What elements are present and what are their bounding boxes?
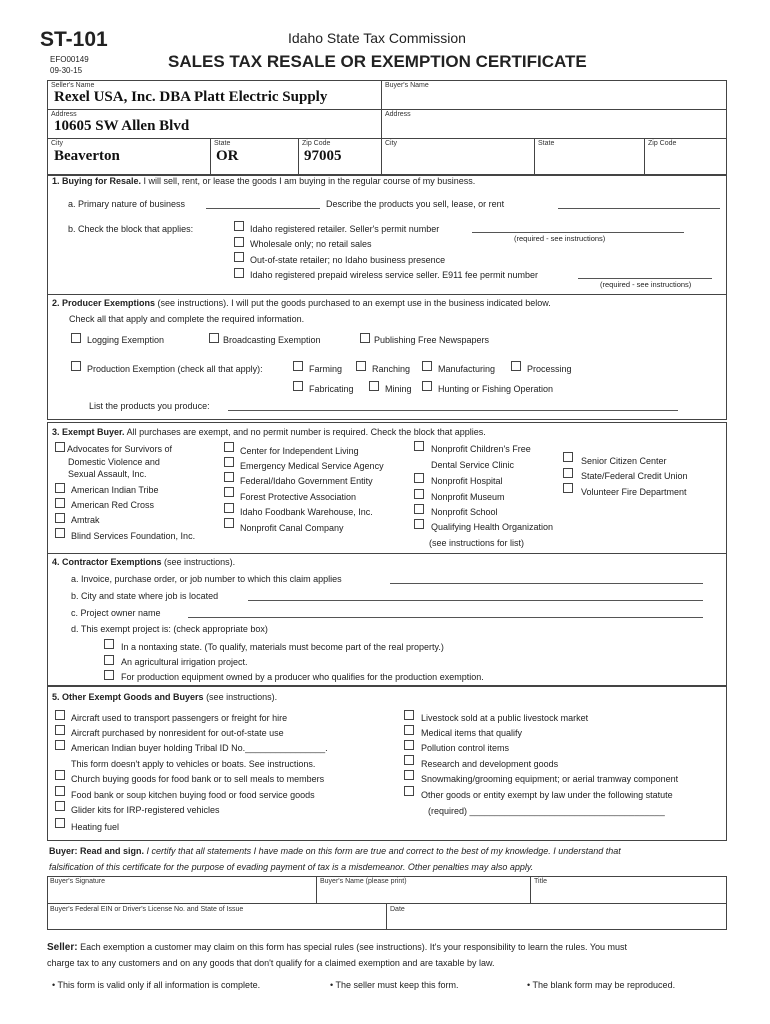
col4-item-1: Senior Citizen Center	[581, 456, 667, 466]
checkbox-volunteer-fire[interactable]	[563, 483, 573, 493]
project-owner-line[interactable]	[188, 617, 703, 618]
required-note-1: (required - see instructions)	[514, 234, 606, 243]
checkbox-pollution-control[interactable]	[404, 740, 414, 750]
footer-note-1: • This form is valid only if all information is complete.	[52, 980, 261, 990]
buyer-state-label: State	[538, 140, 555, 147]
s1-a-label: a. Primary nature of business	[68, 199, 186, 209]
checkbox-logging[interactable]	[71, 333, 81, 343]
seller-note-line-2: charge tax to any customers and on any goods that don't qualify for a claimed exemption and are taxable by law.	[47, 958, 495, 968]
checkbox-nonprofit-canal[interactable]	[224, 518, 234, 528]
footer-note-2: • The seller must keep this form.	[330, 980, 459, 990]
sellers-permit-line[interactable]	[472, 232, 684, 233]
checkbox-nonprofit-hospital[interactable]	[414, 473, 424, 483]
s5-left-4: This form doesn't apply to vehicles or boats. See instructions.	[71, 759, 316, 769]
checkbox-manufacturing[interactable]	[422, 361, 432, 371]
seller-city-label: City	[51, 140, 64, 147]
col1-item-4: American Indian Tribe	[71, 485, 159, 495]
s5-left-7: Glider kits for IRP-registered vehicles	[71, 805, 220, 815]
seller-state-label: State	[214, 140, 231, 147]
divider	[298, 138, 299, 175]
divider	[534, 138, 535, 175]
publishing-label: Publishing Free Newspapers	[374, 335, 490, 345]
buyer-date-field[interactable]: Date	[390, 906, 405, 913]
checkbox-heating-fuel[interactable]	[55, 818, 65, 828]
buyer-address-label: Address	[385, 111, 411, 118]
processing-label: Processing	[527, 364, 572, 374]
logging-label: Logging Exemption	[87, 335, 165, 345]
footer-note-3-text: The blank form may be reproduced.	[532, 980, 676, 990]
checkbox-other-goods[interactable]	[404, 786, 414, 796]
col2-item-2: Emergency Medical Service Agency	[240, 461, 384, 471]
form-code	[50, 54, 89, 76]
s5-right-1: Livestock sold at a public livestock market	[421, 713, 589, 723]
col4-item-2: State/Federal Credit Union	[581, 471, 688, 481]
buyer-sign-heading: Buyer: Read and sign.	[49, 846, 145, 856]
s5-right-2: Medical items that qualify	[421, 728, 523, 738]
manufacturing-label: Manufacturing	[438, 364, 496, 374]
seller-city-field[interactable]: Beaverton	[54, 148, 120, 164]
divider	[47, 138, 727, 139]
checkbox-center-independent-living[interactable]	[224, 442, 234, 452]
checkbox-emergency-medical[interactable]	[224, 457, 234, 467]
checkbox-government-entity[interactable]	[224, 472, 234, 482]
col1-item-1: Advocates for Survivors of	[67, 444, 173, 454]
seller-name-field[interactable]: Rexel USA, Inc. DBA Platt Electric Supply	[54, 89, 328, 105]
checkbox-idaho-foodbank[interactable]	[224, 503, 234, 513]
s4-option-2: An agricultural irrigation project.	[121, 657, 248, 667]
buyer-zip-label: Zip Code	[648, 140, 677, 147]
col3-item-6: Qualifying Health Organization	[431, 522, 554, 532]
s1-option-2: Wholesale only; no retail sales	[250, 239, 372, 249]
buyer-certify-line-1	[49, 846, 621, 856]
seller-address-field[interactable]: 10605 SW Allen Blvd	[54, 118, 190, 134]
section-4-heading	[52, 557, 235, 567]
divider	[381, 109, 727, 110]
seller-zip-field[interactable]: 97005	[304, 148, 342, 164]
checkbox-church-food-bank[interactable]	[55, 770, 65, 780]
divider	[47, 109, 381, 110]
col3-item-3: Nonprofit Hospital	[431, 476, 503, 486]
buyer-ein-field[interactable]: Buyer's Federal EIN or Driver's License No. and State of Issue	[50, 906, 244, 913]
form-title: SALES TAX RESALE OR EXEMPTION CERTIFICATE	[168, 52, 587, 71]
col1-item-2: Domestic Violence and	[68, 457, 160, 467]
form-number: ST-101	[40, 28, 108, 51]
divider	[386, 903, 387, 930]
divider	[530, 876, 531, 903]
s1-option-1: Idaho registered retailer. Seller's permit number	[250, 224, 440, 234]
section-4-title: 4. Contractor Exemptions	[52, 557, 162, 567]
s5-right-7: (required) _______________________________________	[428, 806, 665, 816]
section-1-text: I will sell, rent, or lease the goods I am buying in the regular course of my business.	[143, 176, 476, 186]
checkbox-livestock[interactable]	[404, 710, 414, 720]
farming-label: Farming	[309, 364, 343, 374]
products-sold-line[interactable]	[558, 208, 720, 209]
s1-option-4: Idaho registered prepaid wireless service seller. E911 fee permit number	[250, 270, 538, 280]
col2-item-6: Nonprofit Canal Company	[240, 523, 344, 533]
buyer-signature-field[interactable]: Buyer's Signature	[50, 878, 106, 885]
s4-b-label: b. City and state where job is located	[71, 591, 219, 601]
checkbox-mining[interactable]	[369, 381, 379, 391]
buyer-name-label: Buyer's Name	[385, 82, 429, 89]
col3-item-5: Nonprofit School	[431, 507, 498, 517]
col3-item-2: Dental Service Clinic	[431, 460, 515, 470]
section-3-text: All purchases are exempt, and no permit number is required. Check the block that applies.	[126, 427, 486, 437]
footer-note-1-text: This form is valid only if all information is complete.	[57, 980, 261, 990]
primary-business-line[interactable]	[206, 208, 320, 209]
section-1-heading	[52, 176, 475, 186]
s1-a-describe: Describe the products you sell, lease, or rent	[326, 199, 505, 209]
checkbox-snowmaking[interactable]	[404, 770, 414, 780]
hunting-fishing-label: Hunting or Fishing Operation	[438, 384, 554, 394]
checkbox-nontaxing-state[interactable]	[104, 639, 114, 649]
checkbox-senior-citizen[interactable]	[563, 452, 573, 462]
buyer-title-field[interactable]: Title	[534, 878, 547, 885]
s5-left-1: Aircraft used to transport passengers or freight for hire	[71, 713, 288, 723]
section-5-paren: (see instructions).	[206, 692, 278, 702]
seller-note-text-1: Each exemption a customer may claim on this form has special rules (see instructions). It's your responsibility to learn the rules. You must	[80, 942, 628, 952]
buyer-printed-name-field[interactable]: Buyer's Name (please print)	[320, 878, 407, 885]
s5-left-5: Church buying goods for food bank or to sell meals to members	[71, 774, 325, 784]
checkbox-out-of-state-retailer[interactable]	[234, 252, 244, 262]
checkbox-processing[interactable]	[511, 361, 521, 371]
divider	[316, 876, 317, 903]
seller-note-line-1	[47, 942, 627, 953]
checkbox-farming[interactable]	[293, 361, 303, 371]
checkbox-wholesale-only[interactable]	[234, 237, 244, 247]
checkbox-qualifying-health[interactable]	[414, 519, 424, 529]
checkbox-production[interactable]	[71, 361, 81, 371]
checkbox-credit-union[interactable]	[563, 468, 573, 478]
section-2-text: I will put the goods purchased to an exempt use in the business indicated below.	[231, 298, 551, 308]
checkbox-amtrak[interactable]	[55, 513, 65, 523]
checkbox-production-equipment[interactable]	[104, 670, 114, 680]
s1-option-3: Out-of-state retailer; no Idaho business presence	[250, 255, 446, 265]
checkbox-blind-services[interactable]	[55, 528, 65, 538]
checkbox-irrigation[interactable]	[104, 655, 114, 665]
checkbox-glider-kits[interactable]	[55, 801, 65, 811]
footer-note-3: • The blank form may be reproduced.	[527, 980, 676, 990]
checkbox-american-red-cross[interactable]	[55, 498, 65, 508]
job-number-line[interactable]	[390, 583, 703, 584]
seller-note-heading: Seller:	[47, 942, 78, 953]
col1-item-3: Sexual Assault, Inc.	[68, 469, 147, 479]
s4-option-1: In a nontaxing state. (To qualify, materials must become part of the real property.)	[121, 642, 444, 652]
section-1-title: 1. Buying for Resale.	[52, 176, 142, 186]
checkbox-research-development[interactable]	[404, 755, 414, 765]
production-label: Production Exemption (check all that apply):	[87, 364, 263, 374]
checkbox-medical-items[interactable]	[404, 725, 414, 735]
s5-right-3: Pollution control items	[421, 743, 510, 753]
s4-a-label: a. Invoice, purchase order, or job number to which this claim applies	[71, 574, 342, 584]
checkbox-nonprofit-museum[interactable]	[414, 489, 424, 499]
col2-item-5: Idaho Foodbank Warehouse, Inc.	[240, 507, 373, 517]
section-4-paren: (see instructions).	[164, 557, 236, 567]
s5-left-3: American Indian buyer holding Tribal ID No.________________.	[71, 743, 328, 753]
col2-item-4: Forest Protective Association	[240, 492, 357, 502]
buyer-city-label: City	[385, 140, 398, 147]
e911-permit-line[interactable]	[578, 278, 712, 279]
col4-item-3: Volunteer Fire Department	[581, 487, 687, 497]
broadcasting-label: Broadcasting Exemption	[223, 335, 321, 345]
s5-left-8: Heating fuel	[71, 822, 120, 832]
col3-item-7: (see instructions for list)	[429, 538, 525, 548]
checkbox-publishing[interactable]	[360, 333, 370, 343]
col2-item-1: Center for Independent Living	[240, 446, 359, 456]
seller-name-label: Seller's Name	[51, 82, 95, 89]
required-note-2: (required - see instructions)	[600, 280, 692, 289]
col3-item-1: Nonprofit Children's Free	[431, 444, 531, 454]
products-produced-label: List the products you produce:	[89, 401, 210, 411]
footer-note-2-text: The seller must keep this form.	[335, 980, 459, 990]
products-produced-line[interactable]	[228, 410, 678, 411]
s4-option-3: For production equipment owned by a producer who qualifies for the production exemption.	[121, 672, 484, 682]
s5-right-6: Other goods or entity exempt by law under the following statute	[421, 790, 673, 800]
col2-item-3: Federal/Idaho Government Entity	[240, 476, 373, 486]
checkbox-tribal-id[interactable]	[55, 740, 65, 750]
checkbox-advocates-survivors[interactable]	[55, 442, 65, 452]
checkbox-aircraft-hire[interactable]	[55, 710, 65, 720]
col3-item-4: Nonprofit Museum	[431, 492, 505, 502]
buyer-certify-line-2: falsification of this certificate for the purpose of evading payment of tax is a misdemeanor. Other penalties may also apply.	[49, 862, 534, 872]
seller-state-field[interactable]: OR	[216, 148, 239, 164]
form-code-id: EFO00149	[50, 55, 89, 64]
section-2-subtext: Check all that apply and complete the required information.	[69, 314, 305, 324]
divider	[644, 138, 645, 175]
checkbox-nonprofit-school[interactable]	[414, 504, 424, 514]
divider	[210, 138, 211, 175]
checkbox-aircraft-nonresident[interactable]	[55, 725, 65, 735]
s5-left-6: Food bank or soup kitchen buying food or food service goods	[71, 790, 315, 800]
checkbox-idaho-registered-retailer[interactable]	[234, 221, 244, 231]
divider	[47, 903, 727, 904]
checkbox-broadcasting[interactable]	[209, 333, 219, 343]
section-3-title: 3. Exempt Buyer.	[52, 427, 125, 437]
checkbox-prepaid-wireless[interactable]	[234, 268, 244, 278]
s1-b-label: b. Check the block that applies:	[68, 224, 194, 234]
section-2-heading	[52, 298, 551, 308]
col1-item-6: Amtrak	[71, 515, 100, 525]
checkbox-american-indian-tribe[interactable]	[55, 483, 65, 493]
buyer-certify-text-1: I certify that all statements I have made on this form are true and correct to the best of my knowledge. I understand that	[146, 846, 621, 856]
fabricating-label: Fabricating	[309, 384, 354, 394]
s4-d-label: d. This exempt project is: (check appropriate box)	[71, 624, 268, 634]
seller-address-label: Address	[51, 111, 77, 118]
seller-zip-label: Zip Code	[302, 140, 331, 147]
ranching-label: Ranching	[372, 364, 411, 374]
section-5-title: 5. Other Exempt Goods and Buyers	[52, 692, 204, 702]
form-code-date: 09-30-15	[50, 66, 83, 75]
checkbox-fabricating[interactable]	[293, 381, 303, 391]
s5-right-4: Research and development goods	[421, 759, 559, 769]
col1-item-5: American Red Cross	[71, 500, 155, 510]
checkbox-ranching[interactable]	[356, 361, 366, 371]
s5-left-2: Aircraft purchased by nonresident for out-of-state use	[71, 728, 284, 738]
s4-c-label: c. Project owner name	[71, 608, 161, 618]
col1-item-7: Blind Services Foundation, Inc.	[71, 531, 196, 541]
agency-name: Idaho State Tax Commission	[288, 30, 466, 46]
section-2-paren: (see instructions).	[157, 298, 229, 308]
checkbox-forest-protective[interactable]	[224, 487, 234, 497]
section-2-title: 2. Producer Exemptions	[52, 298, 156, 308]
section-3-heading	[52, 427, 486, 437]
checkbox-soup-kitchen[interactable]	[55, 786, 65, 796]
job-location-line[interactable]	[248, 600, 703, 601]
party-divider	[381, 80, 382, 175]
section-5-heading	[52, 692, 277, 702]
s5-right-5: Snowmaking/grooming equipment; or aerial tramway component	[421, 774, 679, 784]
checkbox-nonprofit-dental[interactable]	[414, 441, 424, 451]
checkbox-hunting-fishing[interactable]	[422, 381, 432, 391]
mining-label: Mining	[385, 384, 412, 394]
